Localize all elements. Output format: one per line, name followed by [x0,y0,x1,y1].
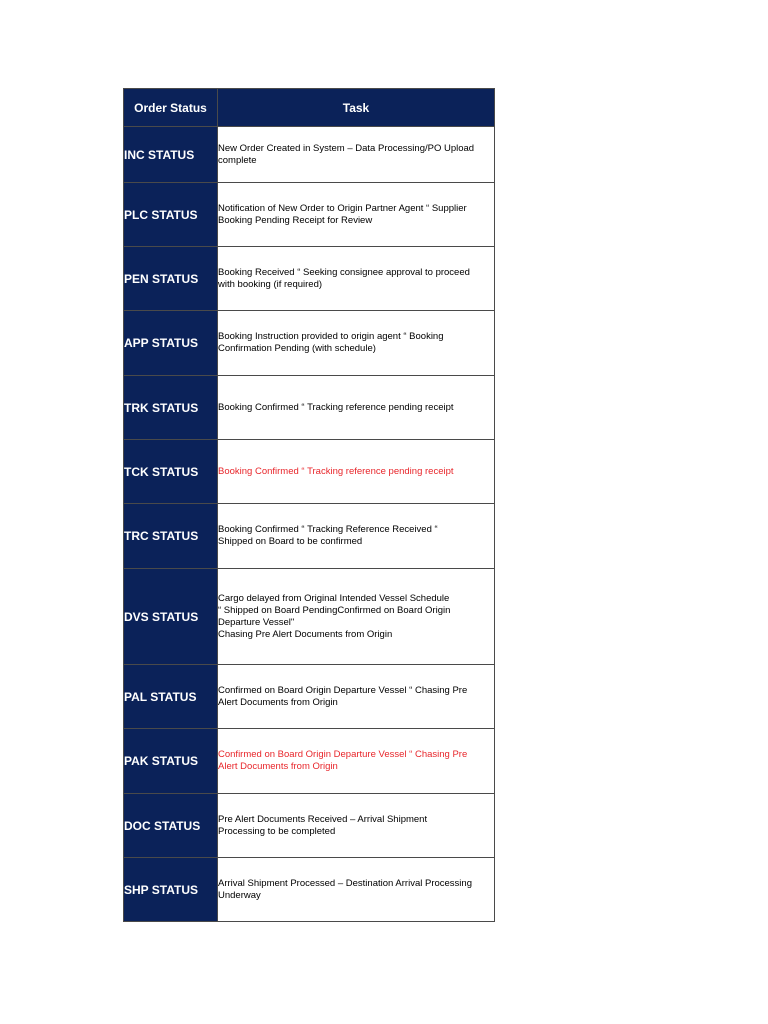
table-header-row [124,89,495,127]
table-row [124,665,495,729]
task-description: Booking Instruction provided to origin agent “ Booking Confirmation Pending (with schedule) [218,311,495,376]
status-code: DOC STATUS [124,794,218,858]
table-row [124,794,495,858]
task-header: Task [218,89,495,127]
status-code: PEN STATUS [124,247,218,311]
task-description: Booking Received “ Seeking consignee approval to proceed with booking (if required) [218,247,495,311]
status-code: INC STATUS [124,127,218,183]
task-description: Cargo delayed from Original Intended Vessel Schedule “ Shipped on Board PendingConfirmed on Board Origin Departure Vessel" Chasing Pre Alert Documents from Origin [218,569,495,665]
task-description: Booking Confirmed “ Tracking reference pending receipt [218,440,495,504]
status-code: TCK STATUS [124,440,218,504]
status-code: SHP STATUS [124,858,218,922]
status-code: TRK STATUS [124,376,218,440]
task-description: Notification of New Order to Origin Partner Agent “ Supplier Booking Pending Receipt for Review [218,183,495,247]
table-row [124,858,495,922]
task-description: Booking Confirmed “ Tracking Reference Received “ Shipped on Board to be confirmed [218,504,495,569]
table-row [124,569,495,665]
table-row [124,440,495,504]
task-description: Booking Confirmed “ Tracking reference pending receipt [218,376,495,440]
task-description: Arrival Shipment Processed – Destination Arrival Processing Underway [218,858,495,922]
table-row [124,376,495,440]
table-row [124,729,495,794]
status-code: PAK STATUS [124,729,218,794]
table-row [124,127,495,183]
status-code: PLC STATUS [124,183,218,247]
status-code: DVS STATUS [124,569,218,665]
table-row [124,311,495,376]
table-row [124,247,495,311]
status-code: TRC STATUS [124,504,218,569]
table-row [124,183,495,247]
task-description: Confirmed on Board Origin Departure Vessel “ Chasing Pre Alert Documents from Origin [218,665,495,729]
status-code: APP STATUS [124,311,218,376]
task-description: Pre Alert Documents Received – Arrival Shipment Processing to be completed [218,794,495,858]
table-row [124,504,495,569]
order-status-header: Order Status [124,89,218,127]
task-description: New Order Created in System – Data Processing/PO Upload complete [218,127,495,183]
status-code: PAL STATUS [124,665,218,729]
task-description: Confirmed on Board Origin Departure Vessel “ Chasing Pre Alert Documents from Origin [218,729,495,794]
order-status-table [123,88,495,922]
